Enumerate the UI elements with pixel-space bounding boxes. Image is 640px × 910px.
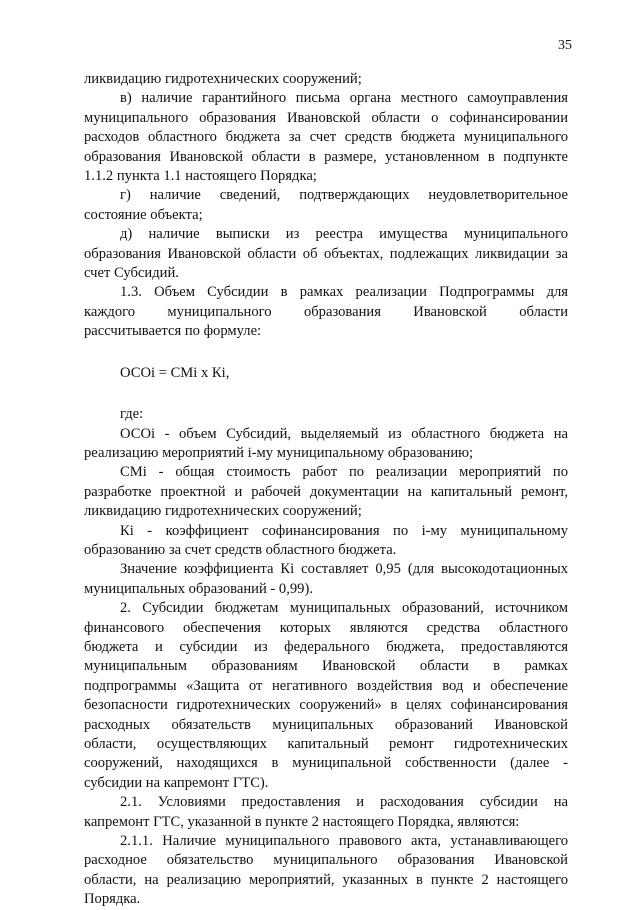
paragraph-def-k xyxy=(84,522,568,561)
text-line: муниципального образования Ивановской области о софинансировании xyxy=(84,109,568,126)
document-body xyxy=(84,70,568,910)
text-line: разработке проектной и рабочей документации на капитальный ремонт, xyxy=(84,483,568,500)
text-line: бюджета и субсидии из федерального бюджета, предоставляются xyxy=(84,638,568,655)
paragraph-def-sm xyxy=(84,463,568,521)
paragraph-coefficient-value xyxy=(84,560,568,599)
text-line: подпрограммы «Защита от негативного воздействия вод и обеспечение xyxy=(84,677,568,694)
text-line: 2. Субсидии бюджетам муниципальных образований, источником xyxy=(120,600,568,617)
text-line: г) наличие сведений, подтверждающих неудовлетворительное xyxy=(120,187,568,204)
text-line: в) наличие гарантийного письма органа местного самоуправления xyxy=(120,90,568,107)
text-line: 2.1.1. Наличие муниципального правового акта, устанавливающего xyxy=(120,833,568,850)
text-line: каждого муниципального образования Ивановской области xyxy=(84,303,568,320)
text-line: ликвидацию гидротехнических сооружений; xyxy=(84,71,362,87)
paragraph-item-d xyxy=(84,225,568,283)
text-line: муниципальным образованиям Ивановской области в рамках xyxy=(84,658,568,675)
text-line: 1.1.2 пункта 1.1 настоящего Порядка; xyxy=(84,168,317,185)
text-line: рассчитывается по формуле: xyxy=(84,323,262,340)
paragraph-2 xyxy=(84,599,568,793)
text-line: реализацию мероприятий i-му муниципальному образованию; xyxy=(84,444,474,461)
text-line: счет Субсидий. xyxy=(84,265,179,282)
text-line: СМi - общая стоимость работ по реализации мероприятий по xyxy=(120,464,568,481)
text-line: Порядка. xyxy=(84,891,141,908)
text-line: где: xyxy=(120,406,144,423)
text-line: Значение коэффициента Кi составляет 0,95 (для высокодотационных xyxy=(120,561,568,578)
text-line: 1.3. Объем Субсидии в рамках реализации Подпрограммы для xyxy=(120,284,568,301)
text-line: состояние объекта; xyxy=(84,206,203,223)
text-line: области, на реализацию мероприятий, указанных в пункте 2 настоящего xyxy=(84,871,568,888)
page-number: 35 xyxy=(558,38,572,53)
paragraph-2-1-1 xyxy=(84,832,568,910)
text-line: ОСОi - объем Субсидий, выделяемый из областного бюджета на xyxy=(120,425,568,442)
text-line: сооружений, находящихся в муниципальной собственности (далее - xyxy=(84,755,568,772)
text-line: 2.1. Условиями предоставления и расходования субсидии на xyxy=(120,794,568,811)
paragraph-continuation xyxy=(84,70,568,89)
text-line: д) наличие выписки из реестра имущества муниципального xyxy=(120,226,568,243)
formula: ОСОi = СМi х Кi, xyxy=(120,364,230,381)
text-line: области, осуществляющих капитальный ремонт гидротехнических xyxy=(84,736,568,752)
text-line: образования Ивановской области об объектах, подлежащих ликвидации за xyxy=(84,245,568,262)
text-line: расходное обязательство муниципального образования Ивановской xyxy=(84,852,568,869)
paragraph-item-g xyxy=(84,186,568,225)
paragraph-2-1 xyxy=(84,793,568,832)
text-line: образованию за счет средств областного бюджета. xyxy=(84,541,397,558)
paragraph-1-3 xyxy=(84,283,568,341)
text-line: субсидии на капремонт ГТС). xyxy=(84,774,269,791)
text-line: расходов областного бюджета за счет средств бюджета муниципального xyxy=(84,129,568,146)
paragraph-def-oso xyxy=(84,425,568,464)
text-line: финансового обеспечения которых являются средства областного xyxy=(84,619,568,636)
paragraph-item-v xyxy=(84,89,568,186)
text-line: безопасности гидротехнических сооружений» в целях софинансирования xyxy=(84,697,568,714)
text-line: ликвидацию гидротехнических сооружений; xyxy=(84,503,362,520)
paragraph-where xyxy=(84,405,568,424)
text-line: муниципальных образований - 0,99). xyxy=(84,580,313,597)
text-line: капремонт ГТС, указанной в пункте 2 настоящего Порядка, являются: xyxy=(84,813,520,830)
text-line: Кi - коэффициент софинансирования по i-му муниципальному xyxy=(120,522,568,539)
text-line: образования Ивановской области в размере, установленном в подпункте xyxy=(84,148,568,165)
text-line: расходных обязательств муниципальных образований Ивановской xyxy=(84,716,568,733)
